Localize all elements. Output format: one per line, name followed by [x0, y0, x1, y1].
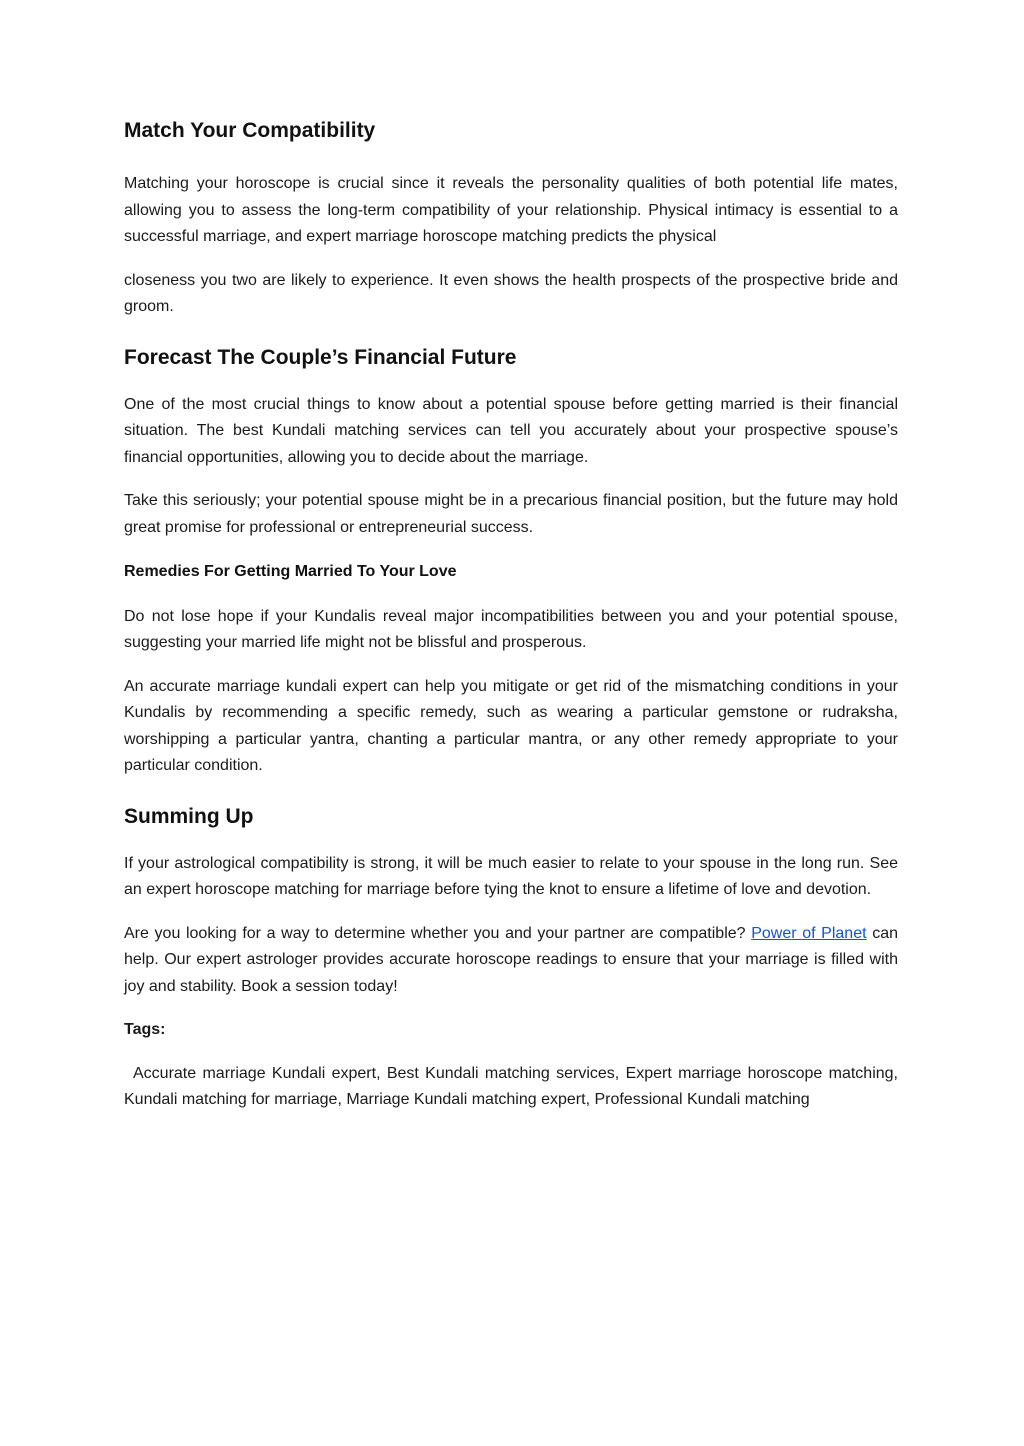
- heading-financial-future: Forecast The Couple’s Financial Future: [124, 345, 517, 369]
- paragraph-summing-up-1: If your astrological compatibility is strong, it will be much easier to relate to your spouse in the long run. See an expert horoscope matching for marriage before tying the knot to ensure a lifetime of love and devotion.: [124, 854, 898, 899]
- paragraph-summing-up-2: [124, 921, 898, 1001]
- paragraph-compatibility-2: closeness you two are likely to experience. It even shows the health prospects of the prospective bride and groom.: [124, 271, 898, 316]
- tags-list: Accurate marriage Kundali expert, Best Kundali matching services, Expert marriage horoscope matching, Kundali matching for marriage, Marriage Kundali matching expert, Professional Kundali matching: [124, 1064, 898, 1109]
- heading-match-compatibility: Match Your Compatibility: [124, 119, 376, 142]
- paragraph-remedies-2: An accurate marriage kundali expert can help you mitigate or get rid of the mismatching conditions in your Kundalis by recommending a specific remedy, such as wearing a particular gemstone or rudraksha, worshipping a particular yantra, chanting a particular mantra, or any other remedy appropriate to your particular condition.: [124, 677, 898, 775]
- power-of-planet-link[interactable]: Power of Planet: [751, 924, 867, 942]
- paragraph-remedies-1: Do not lose hope if your Kundalis reveal major incompatibilities between you and your potential spouse, suggesting your married life might not be blissful and prosperous.: [124, 607, 898, 652]
- tags-label: Tags:: [124, 1021, 166, 1039]
- paragraph-summing-up-2-text-before: Are you looking for a way to determine whether you and your partner are compatible?: [124, 924, 752, 942]
- heading-summing-up: Summing Up: [124, 804, 254, 828]
- heading-remedies: Remedies For Getting Married To Your Love: [124, 563, 457, 581]
- document-page: [124, 118, 898, 1114]
- paragraph-financial-1: One of the most crucial things to know about a potential spouse before getting married is their financial situation. The best Kundali matching services can tell you accurately about your prospective spouse’s financial opportunities, allowing you to decide about the marriage.: [124, 395, 898, 466]
- paragraph-compatibility-1: Matching your horoscope is crucial since it reveals the personality qualities of both potential life mates, allowing you to assess the long-term compatibility of your relationship. Physical intimacy is essential to a successful marriage, and expert marriage horoscope matching predicts the physical: [124, 175, 898, 246]
- paragraph-summing-up-2-text-after: can help. Our expert astrologer provides accurate horoscope readings to ensure that your marriage is filled with joy and stability. Book a session today!: [124, 924, 899, 995]
- paragraph-financial-2: Take this seriously; your potential spouse might be in a precarious financial position, but the future may hold great promise for professional or entrepreneurial success.: [124, 492, 898, 536]
